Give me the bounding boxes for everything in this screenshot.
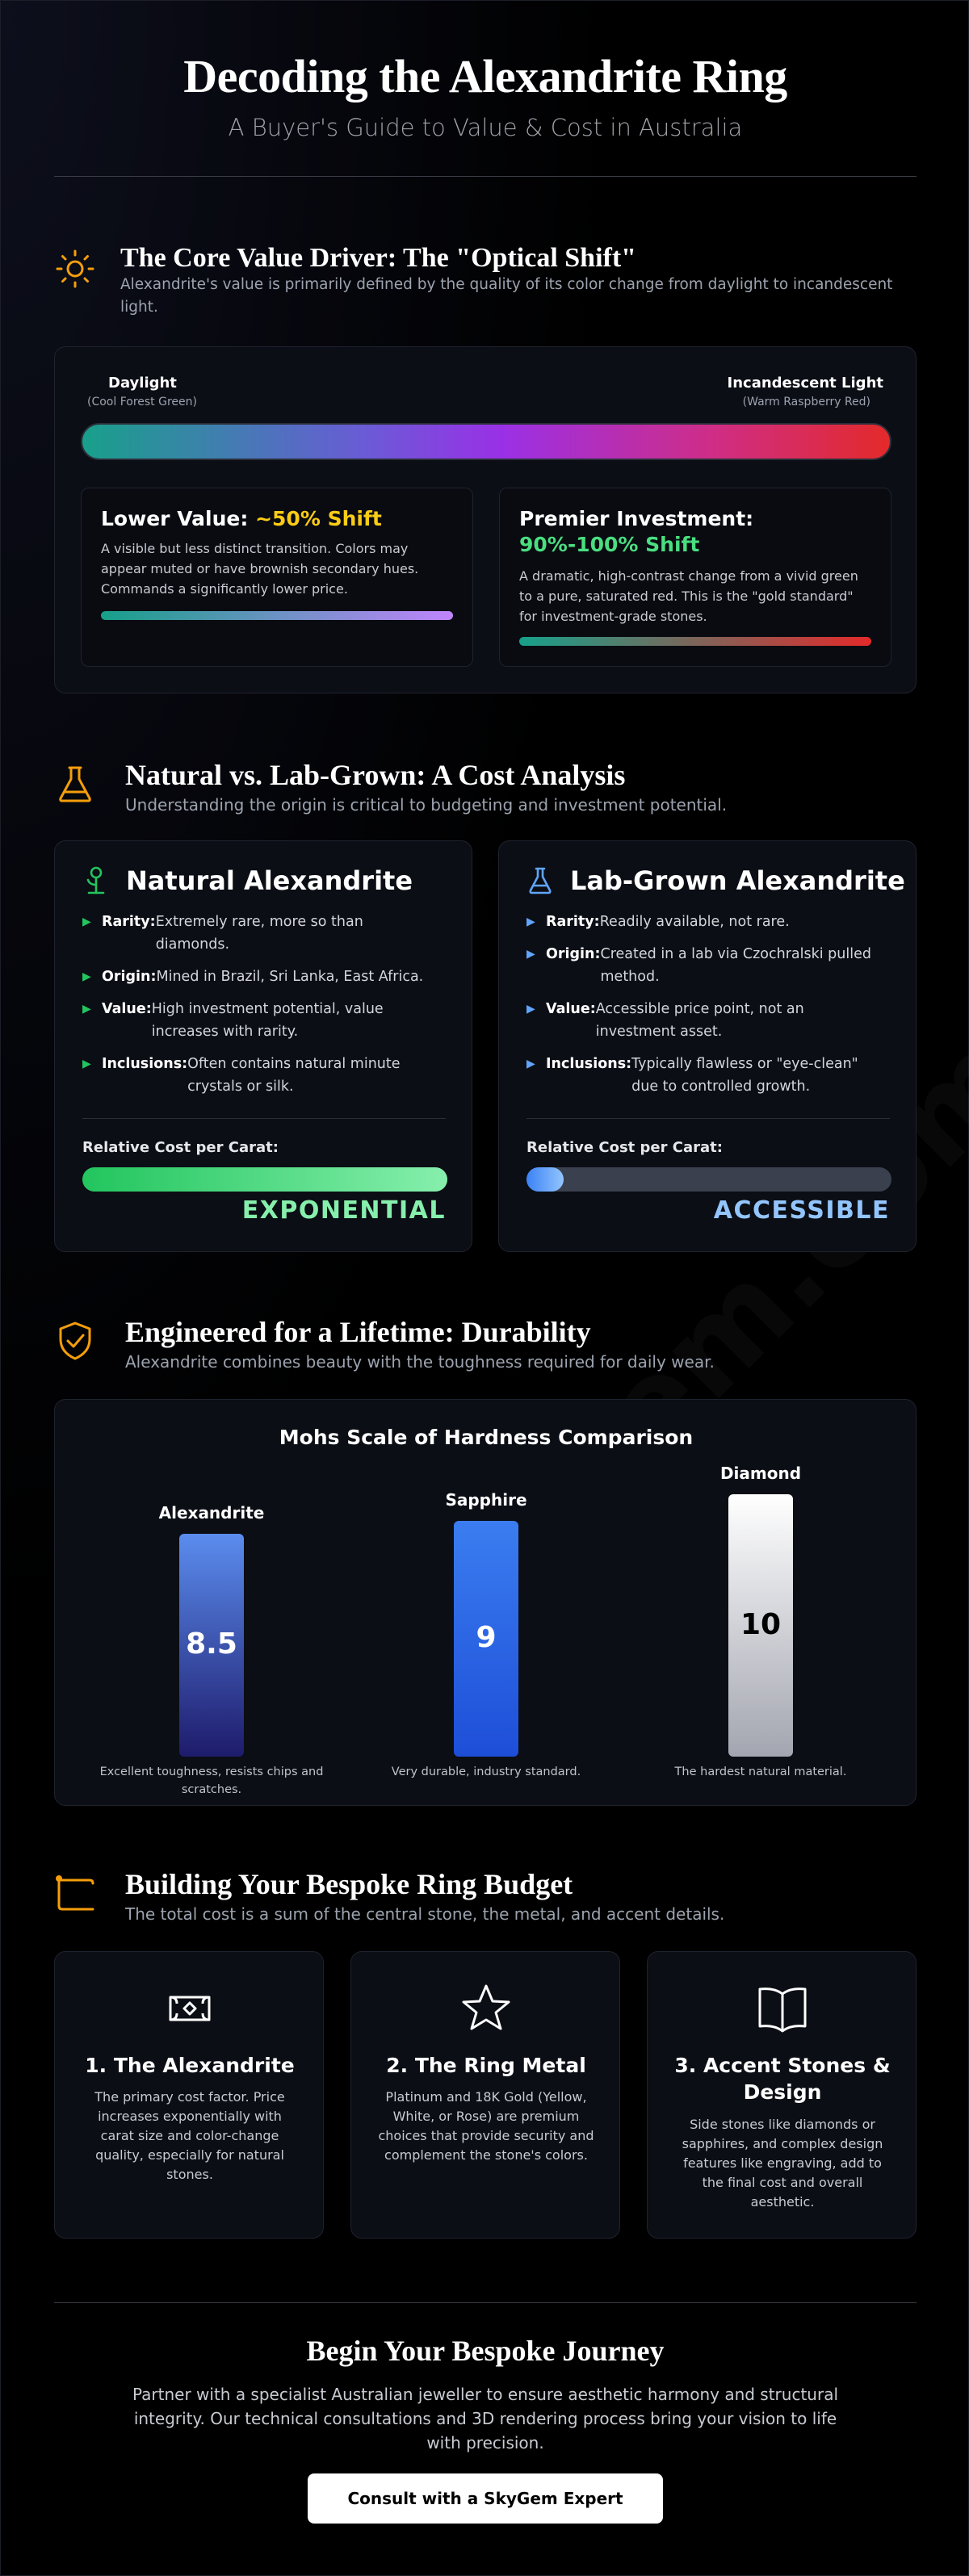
lab-grown-cost-label: Relative Cost per Carat: — [526, 1139, 723, 1156]
ruler-corner-icon — [54, 1872, 96, 1914]
bar-note: Excellent toughness, resists chips and scratches. — [99, 1766, 324, 1796]
bullet-arrow-icon: ▶ — [526, 1003, 535, 1016]
lower-value-body: A visible but less distinct transition. Colors may appear muted or have brownish secondary hues. Commands a significantly lower price. — [101, 541, 419, 597]
page-title: Decoding the Alexandrite Ring — [183, 50, 787, 103]
natural-card — [54, 840, 472, 1252]
natural-divider — [82, 1118, 446, 1119]
attribute-value: Accessible price point, not an investment asset. — [595, 1001, 804, 1040]
optical-shift-card — [54, 346, 917, 693]
bar-value-label: 10 — [740, 1607, 782, 1641]
header-divider — [54, 176, 917, 177]
bar-note: Very durable, industry standard. — [391, 1766, 581, 1778]
budget-card-alexandrite — [54, 1951, 324, 2239]
attribute-value: Created in a lab via Czochralski pulled method. — [600, 946, 871, 985]
attribute-item — [526, 1053, 882, 1098]
bar-value-label: 9 — [476, 1620, 497, 1654]
attribute-item — [82, 1053, 438, 1098]
attribute-item — [82, 998, 438, 1043]
lower-value-shift-bar — [101, 611, 453, 620]
star-icon — [459, 1981, 514, 2036]
bar-label: Diamond — [719, 1464, 802, 1483]
attribute-value: Mined in Brazil, Sri Lanka, East Africa. — [156, 969, 424, 985]
origin-title: Natural vs. Lab-Grown: A Cost Analysis — [125, 759, 626, 791]
hardness-bar-group — [640, 1400, 882, 1803]
durability-title: Engineered for a Lifetime: Durability — [125, 1316, 591, 1348]
attribute-value: Readily available, not rare. — [599, 914, 790, 930]
hardness-chart-card — [54, 1399, 917, 1806]
budget-cards — [54, 1951, 917, 2239]
attribute-key: Value: — [102, 1001, 152, 1017]
attribute-key: Rarity: — [546, 914, 600, 930]
bullet-arrow-icon: ▶ — [82, 1003, 91, 1016]
budget-card-title: 2. The Ring Metal — [386, 2054, 586, 2077]
footer-divider — [54, 2302, 917, 2303]
budget-title: Building Your Bespoke Ring Budget — [125, 1868, 573, 1900]
bar-note: The hardest natural material. — [674, 1766, 847, 1778]
origin-header — [54, 758, 917, 839]
lab-grown-cost-result: ACCESSIBLE — [713, 1196, 890, 1225]
durability-header — [54, 1315, 917, 1396]
footer-title: Begin Your Bespoke Journey — [306, 2335, 665, 2367]
attribute-key: Rarity: — [102, 914, 156, 930]
open-book-icon — [755, 1981, 810, 2036]
bar-label: Sapphire — [445, 1489, 527, 1510]
premier-value-body: A dramatic, high-contrast change from a vivid green to a pure, saturated red. This is the "gold standard" for investment-grade stones. — [519, 568, 858, 624]
premier-value-card — [499, 488, 891, 667]
budget-card-body: The primary cost factor. Price increases exponentially with carat size and color-change quality, especially for natural stones. — [94, 2089, 285, 2182]
durability-description: Alexandrite combines beauty with the toughness required for daily wear. — [125, 1352, 715, 1372]
budget-card-metal — [350, 1951, 620, 2239]
chart-title: Mohs Scale of Hardness Comparison — [279, 1426, 694, 1449]
bullet-arrow-icon: ▶ — [82, 915, 91, 928]
beaker-icon — [526, 865, 554, 896]
bullet-arrow-icon: ▶ — [526, 1058, 535, 1070]
incandescent-sublabel: (Warm Raspberry Red) — [742, 396, 870, 408]
consult-expert-button[interactable]: Consult with a SkyGem Expert — [308, 2473, 663, 2524]
lab-grown-title: Lab-Grown Alexandrite — [570, 865, 905, 896]
attribute-key: Origin: — [102, 969, 157, 985]
attribute-item — [526, 911, 882, 933]
optical-shift-description: Alexandrite's value is primarily defined by the quality of its color change from daylight to incandescent light. — [120, 276, 893, 316]
attribute-key: Value: — [546, 1001, 596, 1017]
gem-cash-icon — [162, 1981, 217, 2036]
lab-grown-cost-track — [526, 1167, 891, 1192]
hardness-bar-group — [365, 1400, 607, 1803]
budget-description: The total cost is a sum of the central stone, the metal, and accent details. — [125, 1904, 725, 1924]
attribute-value: Extremely rare, more so than diamonds. — [155, 914, 363, 953]
sun-icon — [54, 248, 96, 290]
color-shift-gradient-bar — [81, 423, 891, 460]
attribute-item — [526, 943, 882, 988]
natural-cost-result: EXPONENTIAL — [241, 1196, 446, 1225]
lab-grown-cost-fill — [526, 1167, 564, 1192]
footer-body: Partner with a specialist Australian jeweller to ensure aesthetic harmony and structural integrity. Our technical consultations and 3D rendering process bring your vision to life with precision. — [132, 2385, 839, 2452]
attribute-value: Often contains natural minute crystals or silk. — [187, 1056, 401, 1095]
natural-attribute-list — [82, 911, 438, 1108]
optical-shift-header — [54, 243, 917, 324]
origin-description: Understanding the origin is critical to budgeting and investment potential. — [125, 795, 728, 815]
attribute-key: Inclusions: — [546, 1056, 632, 1072]
shield-check-icon — [54, 1320, 96, 1362]
bullet-arrow-icon: ▶ — [82, 970, 91, 983]
budget-card-accents — [647, 1951, 917, 2239]
daylight-label: Daylight — [108, 375, 177, 392]
lab-grown-card — [498, 840, 917, 1252]
bar-value-label: 8.5 — [186, 1627, 237, 1661]
budget-card-body: Side stones like diamonds or sapphires, and complex design features like engraving, add to the final cost and overall aesthetic. — [682, 2117, 883, 2209]
sprout-icon — [82, 865, 110, 896]
budget-header — [54, 1867, 917, 1948]
attribute-value: High investment potential, value increases with rarity. — [151, 1001, 384, 1040]
flask-icon — [54, 763, 96, 805]
lower-value-card — [81, 488, 473, 667]
premier-value-shift-bar — [519, 637, 871, 646]
page-subtitle: A Buyer's Guide to Value & Cost in Australia — [228, 114, 743, 141]
hardness-bar-group — [90, 1400, 333, 1803]
premier-value-title: Premier Investment: 90%-100% Shift — [519, 507, 754, 556]
bullet-arrow-icon: ▶ — [526, 948, 535, 961]
lower-value-title: Lower Value: ~50% Shift — [101, 507, 382, 530]
bullet-arrow-icon: ▶ — [82, 1058, 91, 1070]
budget-card-title: 1. The Alexandrite — [85, 2054, 295, 2077]
bullet-arrow-icon: ▶ — [526, 915, 535, 928]
lab-grown-attribute-list — [526, 911, 882, 1108]
incandescent-label: Incandescent Light — [727, 375, 883, 392]
optical-shift-title: The Core Value Driver: The "Optical Shift" — [120, 243, 637, 273]
natural-title: Natural Alexandrite — [126, 865, 413, 896]
natural-cost-fill — [82, 1167, 447, 1192]
attribute-key: Origin: — [546, 946, 601, 962]
natural-cost-label: Relative Cost per Carat: — [82, 1139, 279, 1156]
attribute-item — [526, 998, 882, 1043]
bar-label: Alexandrite — [158, 1502, 265, 1523]
budget-card-body: Platinum and 18K Gold (Yellow, White, or Rose) are premium choices that provide security and complement the stone's colors. — [378, 2089, 594, 2163]
attribute-item — [82, 911, 438, 956]
lab-grown-divider — [526, 1118, 890, 1119]
budget-card-title: 3. Accent Stones & Design — [674, 2054, 891, 2104]
daylight-sublabel: (Cool Forest Green) — [87, 396, 197, 408]
attribute-value: Typically flawless or "eye-clean" due to controlled growth. — [631, 1056, 858, 1095]
attribute-key: Inclusions: — [102, 1056, 188, 1072]
attribute-item — [82, 965, 438, 988]
natural-cost-track — [82, 1167, 447, 1192]
